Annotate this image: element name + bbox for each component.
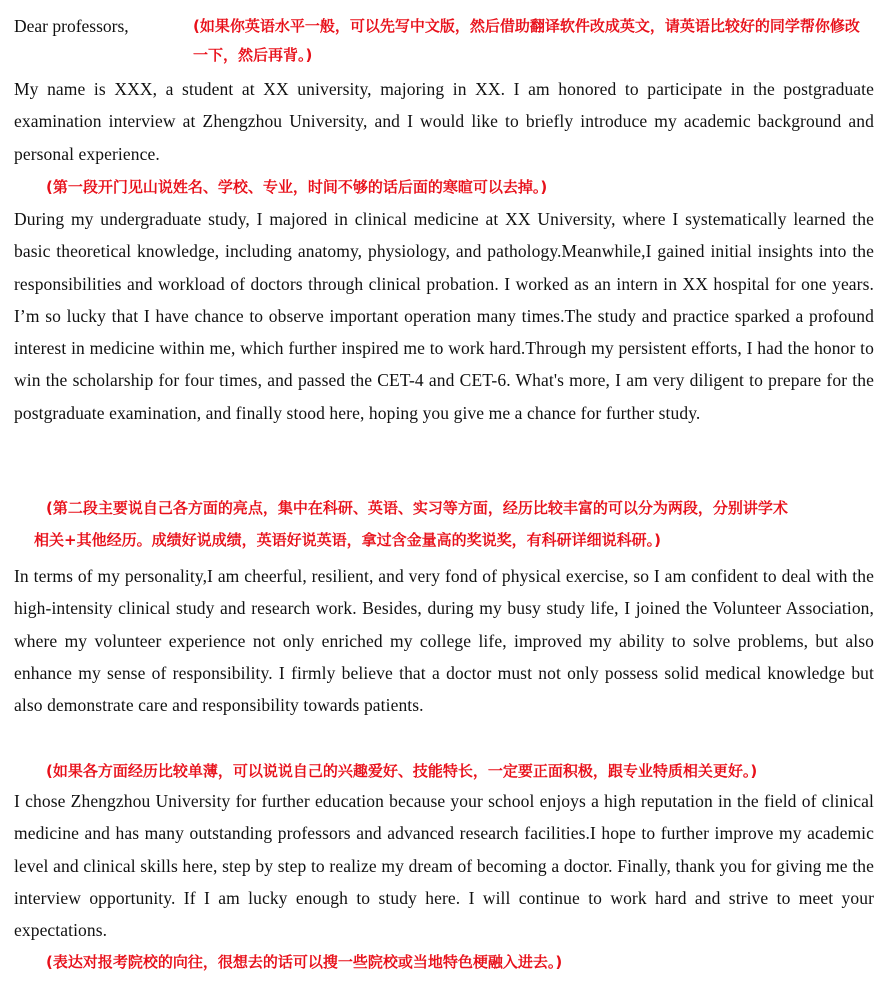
greeting: Dear professors, (14, 16, 129, 36)
note-paragraph-1: (第一段开门见山说姓名、学校、专业，时间不够的话后面的寒暄可以去掉。) (46, 178, 548, 196)
paragraph-undergraduate: During my undergraduate study, I majored in clinical medicine at XX University, where I systematically learned the basic theoretical knowledge, including anatomy, physiology, and pathology.Meanwhile,I gained initial insights into the responsibilities and workload of doctors through clinical probation. I worked as an intern in XX hospital for one years. I’m so lucky that I have chance to observe important operation many times.The study and practice sparked a profound interest in medicine within me, which further inspired me to work hard.Through my persistent efforts, I had the honor to win the scholarship for four times, and passed the CET-4 and CET-6. What's more, I am very diligent to prepare for the postgraduate examination, and finally stood here, hoping you give me a chance for further study. (14, 209, 874, 423)
note-paragraph-2-line-2: 相关+其他经历。成绩好说成绩，英语好说英语，拿过含金量高的奖说奖，有科研详细说科研。) (34, 531, 661, 549)
note-paragraph-4: (表达对报考院校的向往，很想去的话可以搜一些院校或当地特色梗融入进去。) (46, 953, 563, 971)
paragraph-introduction: My name is XXX, a student at XX university, majoring in XX. I am honored to participate in the postgraduate examination interview at Zhengzhou University, and I would like to briefly introduce my academic background and personal experience. (14, 79, 874, 164)
note-intro: (如果你英语水平一般，可以先写中文版，然后借助翻译软件改成英文，请英语比较好的同学帮你修改一下，然后再背。) (193, 17, 860, 64)
note-paragraph-3: (如果各方面经历比较单薄，可以说说自己的兴趣爱好、技能特长，一定要正面积极，跟专业特质相关更好。) (46, 762, 758, 780)
paragraph-personality: In terms of my personality,I am cheerful, resilient, and very fond of physical exercise, so I am confident to deal with the high-intensity clinical study and research work. Besides, during my busy study life, I joined the Volunteer Association, where my volunteer experience not only enriched my college life, improved my ability to solve problems, but also enhance my sense of responsibility. I firmly believe that a doctor must not only possess solid medical knowledge but also demonstrate care and responsibility towards patients. (14, 566, 874, 716)
paragraph-motivation: I chose Zhengzhou University for further education because your school enjoys a high reputation in the field of clinical medicine and has many outstanding professors and advanced research facilities.I hope to further improve my academic level and clinical skills here, step by step to realize my dream of becoming a doctor. Finally, thank you for giving me the interview opportunity. If I am lucky enough to study here. I will continue to work hard and strive to meet your expectations. (14, 791, 874, 941)
note-paragraph-2-line-1: (第二段主要说自己各方面的亮点，集中在科研、英语、实习等方面，经历比较丰富的可以分为两段，分别讲学术 (46, 499, 788, 517)
